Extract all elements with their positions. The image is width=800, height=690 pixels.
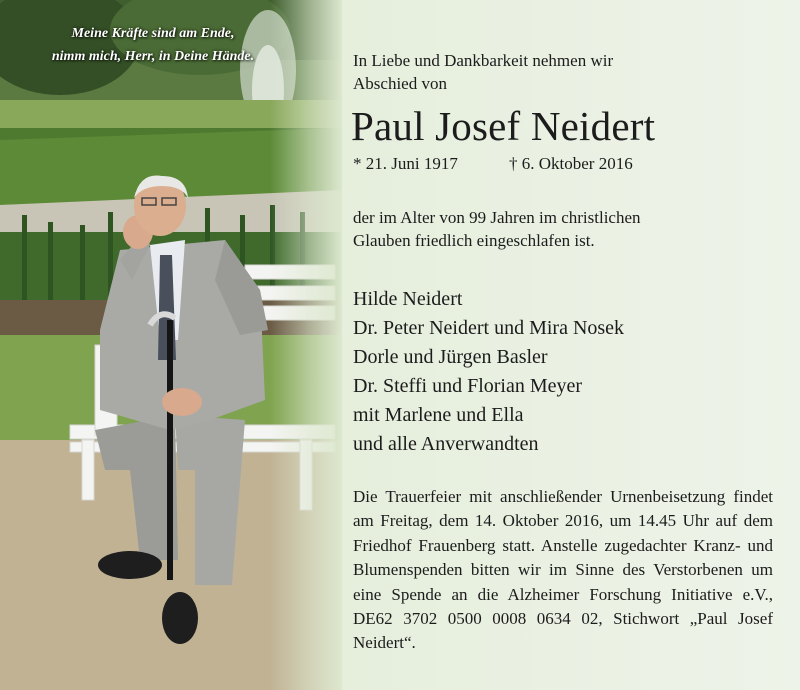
age-statement: [353, 206, 641, 252]
intro-text: [353, 49, 613, 95]
mourners-list: [353, 285, 624, 459]
motto-line: Meine Kräfte sind am Ende,: [71, 26, 235, 41]
age-line: der im Alter von 99 Jahren im christlichen: [353, 208, 641, 227]
age-line: Glauben friedlich eingeschlafen ist.: [353, 231, 595, 250]
portrait-photo: [0, 0, 342, 690]
mourner-entry: und alle Anverwandten: [353, 433, 539, 455]
intro-line: Abschied von: [353, 74, 447, 93]
death-date: † 6. Oktober 2016: [509, 154, 633, 173]
mourner-entry: Dr. Peter Neidert und Mira Nosek: [353, 317, 625, 339]
birth-date: * 21. Juni 1917: [353, 154, 458, 173]
bible-verse-motto: [18, 22, 288, 68]
photo-fade: [270, 0, 342, 690]
mourner-entry: Dr. Steffi und Florian Meyer: [353, 375, 583, 397]
funeral-notice-paragraph: Die Trauerfeier mit anschließender Urnenbeisetzung findet am Freitag, dem 14. Oktober 2016, um 14.45 Uhr auf dem Friedhof Frauenberg statt. Anstelle zugedachter Kranz- und Blumenspenden bitten wir im Sinne des Verstorbenen um eine Spende an die Alzheimer Forschung Initiative e.V., DE62 3702 0500 0008 0634 02, Stichwort „Paul Josef Neidert“.: [353, 487, 773, 653]
deceased-name: Paul Josef Neidert: [351, 103, 656, 149]
mourner-entry: Hilde Neidert: [353, 288, 463, 310]
mourner-entry: Dorle und Jürgen Basler: [353, 346, 548, 368]
motto-line: nimm mich, Herr, in Deine Hände.: [51, 49, 255, 64]
intro-line: In Liebe und Dankbarkeit nehmen wir: [353, 51, 614, 70]
mourner-entry: mit Marlene und Ella: [353, 404, 524, 426]
